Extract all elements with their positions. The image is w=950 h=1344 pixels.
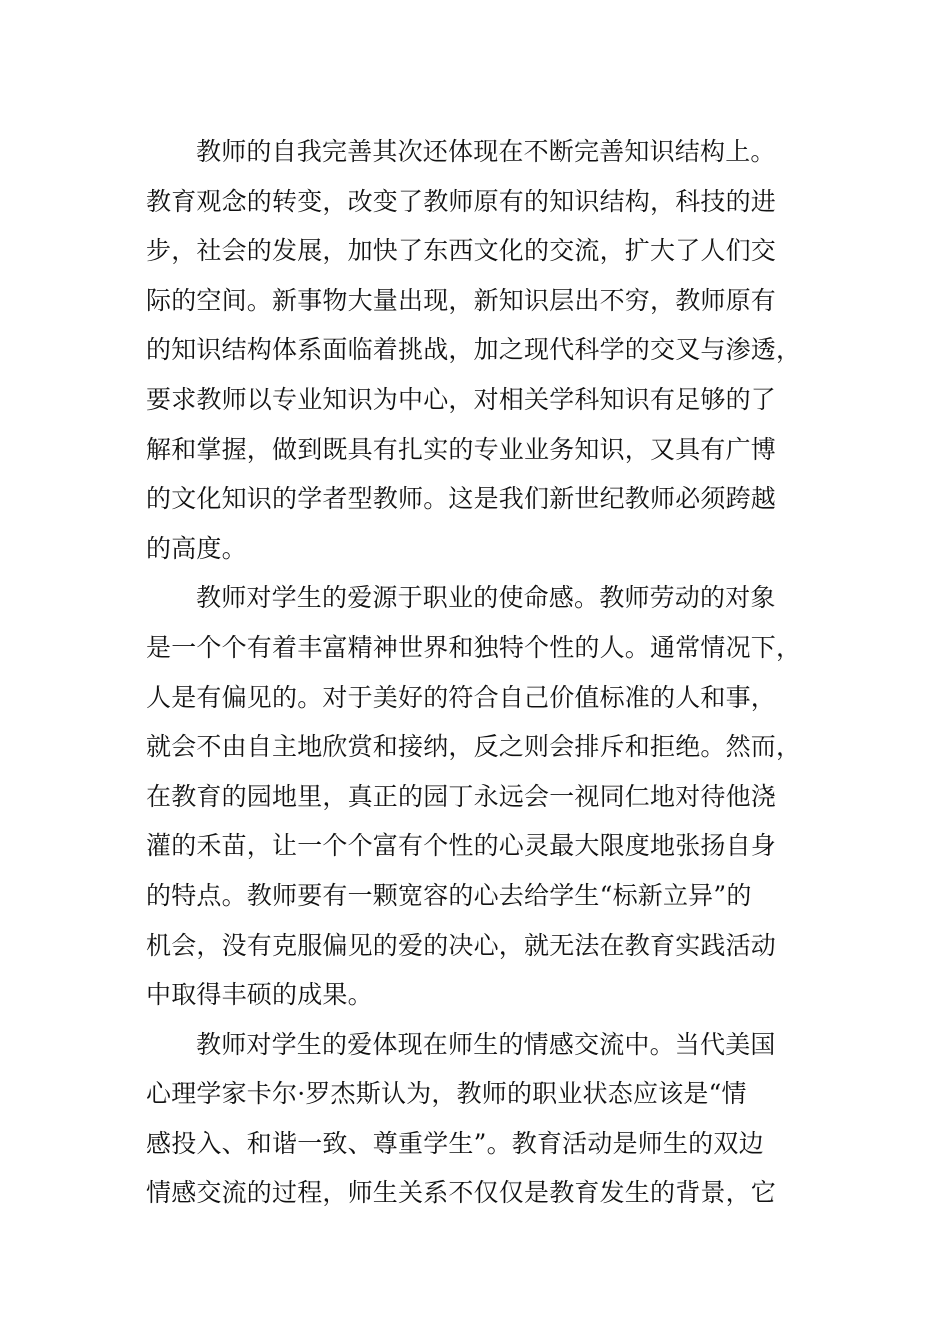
- document-body: [146, 127, 802, 1218]
- paragraph-line: 人是有偏见的。对于美好的符合自己价值标准的人和事，: [146, 682, 777, 712]
- paragraph-line: 的高度。: [146, 533, 247, 563]
- paragraph-line: 机会，没有克服偏见的爱的决心，就无法在教育实践活动: [146, 930, 777, 960]
- paragraph-line: 教师的自我完善其次还体现在不断完善知识结构上。: [196, 137, 776, 166]
- paragraph-line: 是一个个有着丰富精神世界和独特个性的人。通常情况下，: [146, 632, 802, 662]
- paragraph-line: 感投入、和谐一致、尊重学生”。教育活动是师生的双边: [146, 1128, 764, 1158]
- paragraph-teacher-emotional-exchange: [146, 1020, 796, 1218]
- paragraph-line: 际的空间。新事物大量出现，新知识层出不穷，教师原有: [146, 285, 777, 315]
- paragraph-line: 情感交流的过程，师生关系不仅仅是教育发生的背景，它: [146, 1178, 777, 1208]
- paragraph-line: 解和掌握，做到既具有扎实的专业业务知识，又具有广博: [146, 434, 777, 464]
- paragraph-line: 的特点。教师要有一颗宽容的心去给学生“标新立异”的: [146, 880, 752, 910]
- paragraph-line: 灌的禾苗，让一个个富有个性的心灵最大限度地张扬自身: [146, 831, 777, 861]
- paragraph-line: 要求教师以专业知识为中心，对相关学科知识有足够的了: [146, 384, 777, 414]
- paragraph-line: 的文化知识的学者型教师。这是我们新世纪教师必须跨越: [146, 484, 777, 514]
- paragraph-line: 教师对学生的爱体现在师生的情感交流中。当代美国: [196, 1029, 776, 1059]
- paragraph-line: 教育观念的转变，改变了教师原有的知识结构，科技的进: [146, 186, 777, 216]
- paragraph-line: 步，社会的发展，加快了东西文化的交流，扩大了人们交: [146, 236, 777, 266]
- paragraph-line: 教师对学生的爱源于职业的使命感。教师劳动的对象: [196, 583, 776, 613]
- paragraph-line: 中取得丰硕的成果。: [146, 980, 373, 1010]
- paragraph-teacher-knowledge: [146, 127, 802, 573]
- paragraph-line: 就会不由自主地欣赏和接纳，反之则会排斥和拒绝。然而，: [146, 732, 802, 762]
- paragraph-line: 在教育的园地里，真正的园丁永远会一视同仁地对待他浇: [146, 781, 777, 811]
- paragraph-line: 的知识结构体系面临着挑战，加之现代科学的交叉与渗透，: [146, 335, 802, 365]
- paragraph-line: 心理学家卡尔·罗杰斯认为，教师的职业状态应该是“情: [146, 1079, 747, 1109]
- paragraph-teacher-love-mission: [146, 573, 802, 1019]
